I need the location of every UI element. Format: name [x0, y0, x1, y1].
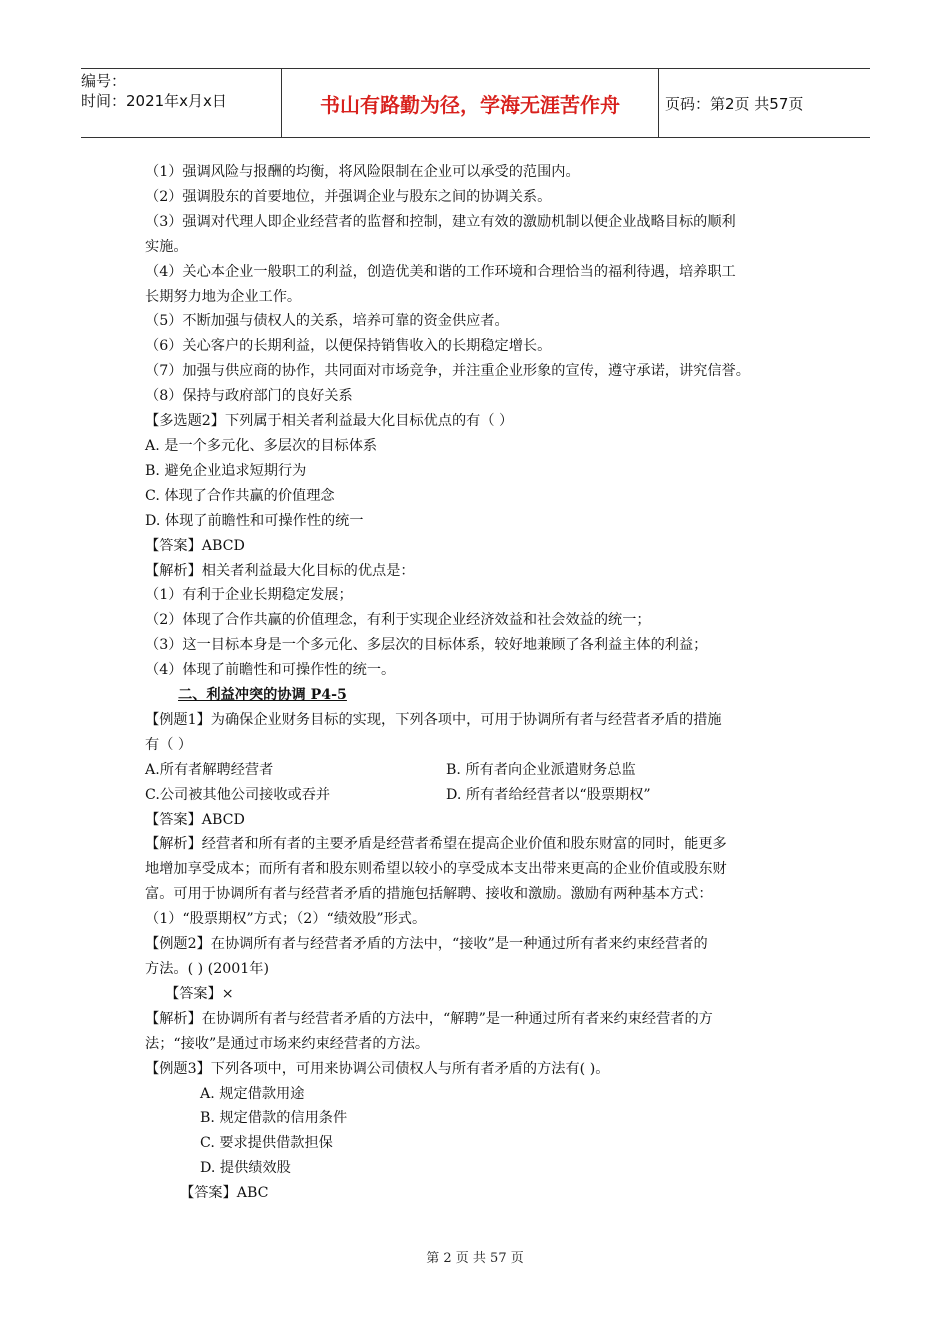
option-line: B. 避免企业追求短期行为	[145, 462, 307, 479]
analysis-line: 【解析】相关者利益最大化目标的优点是：	[145, 562, 415, 579]
text-line: 富。可用于协调所有者与经营者矛盾的措施包括解聘、接收和激励。激励有两种基本方式：	[145, 886, 713, 903]
text-line: 长期努力地为企业工作。	[145, 288, 302, 305]
text-line: 地增加享受成本；而所有者和股东则希望以较小的享受成本支出带来更高的企业价值或股东财	[145, 861, 727, 878]
option-line: A. 规定借款用途	[200, 1085, 305, 1102]
answer-line: 【答案】ABCD	[145, 811, 245, 828]
text-line: 方法。( ) (2001年)	[145, 961, 270, 977]
text-line: （3）强调对代理人即企业经营者的监督和控制，建立有效的激励机制以便企业战略目标的顺利	[145, 213, 736, 230]
header-page-info: 页码：第2页 共57页	[665, 94, 804, 113]
answer-line: 【答案】ABC	[180, 1185, 269, 1202]
document-time-label: 时间：2021年x月x日	[81, 92, 227, 110]
text-line: （5）不断加强与债权人的关系，培养可靠的资金供应者。	[145, 313, 509, 330]
document-body	[145, 160, 815, 1206]
option-line: D. 提供绩效股	[200, 1160, 291, 1177]
header-left-cell	[81, 69, 281, 137]
question-heading: 【多选题2】下列属于相关者利益最大化目标优点的有（ ）	[145, 413, 514, 430]
text-line: （2）体现了合作共赢的价值理念，有利于实现企业经济效益和社会效益的统一；	[145, 612, 651, 629]
option-row	[145, 783, 815, 808]
analysis-line: 【解析】经营者和所有者的主要矛盾是经营者希望在提高企业价值和股东财富的同时，能更多	[145, 836, 727, 853]
option-line: A. 是一个多元化、多层次的目标体系	[145, 437, 378, 454]
option-line: A.所有者解聘经营者	[145, 761, 274, 778]
text-line: （6）关心客户的长期利益，以便保持销售收入的长期稳定增长。	[145, 338, 552, 355]
page-header	[81, 68, 870, 138]
answer-line: 【答案】ABCD	[145, 537, 245, 554]
option-line: C. 体现了合作共赢的价值理念	[145, 487, 335, 504]
answer-line: 【答案】×	[165, 985, 234, 1002]
question-heading: 【例题3】下列各项中，可用来协调公司债权人与所有者矛盾的方法有( )。	[145, 1060, 610, 1077]
text-line: 法；“接收”是通过市场来约束经营者的方法。	[145, 1035, 430, 1052]
option-line: B. 所有者向企业派遣财务总监	[446, 761, 636, 778]
option-line: D. 体现了前瞻性和可操作性的统一	[145, 512, 364, 529]
header-motto: 书山有路勤为径，学海无涯苦作舟	[281, 69, 659, 137]
text-line: （2）强调股东的首要地位，并强调企业与股东之间的协调关系。	[145, 188, 552, 205]
option-line: D. 所有者给经营者以“股票期权”	[446, 786, 651, 803]
text-line: （4）体现了前瞻性和可操作性的统一。	[145, 662, 396, 679]
text-line: （1）有利于企业长期稳定发展；	[145, 587, 353, 604]
question-heading: 【例题2】在协调所有者与经营者矛盾的方法中，“接收”是一种通过所有者来约束经营者的	[145, 936, 708, 953]
page-footer: 第 2 页 共 57 页	[426, 1251, 524, 1266]
section-heading: 二、利益冲突的协调 P4-5	[178, 687, 347, 704]
text-line: 实施。	[145, 238, 188, 255]
text-line: （4）关心本企业一般职工的利益，创造优美和谐的工作环境和合理恰当的福利待遇，培养职工	[145, 263, 736, 280]
text-line: （8）保持与政府部门的良好关系	[145, 388, 353, 405]
text-line: 有（ ）	[145, 736, 193, 753]
option-line: C.公司被其他公司接收或吞并	[145, 786, 331, 803]
document-number-label: 编号：	[81, 72, 127, 90]
text-line: （1）强调风险与报酬的均衡，将风险限制在企业可以承受的范围内。	[145, 164, 580, 180]
question-heading: 【例题1】为确保企业财务目标的实现，下列各项中，可用于协调所有者与经营者矛盾的措施	[145, 711, 722, 728]
option-line: B. 规定借款的信用条件	[200, 1110, 348, 1127]
analysis-line: 【解析】在协调所有者与经营者矛盾的方法中，“解聘”是一种通过所有者来约束经营者的方	[145, 1010, 713, 1027]
text-line: （7）加强与供应商的协作，共同面对市场竞争，并注重企业形象的宣传，遵守承诺，讲究信誉。	[145, 363, 750, 380]
option-row	[145, 758, 815, 783]
option-line: C. 要求提供借款担保	[200, 1135, 333, 1152]
text-line: （1）“股票期权”方式；（2）“绩效股”形式。	[145, 911, 427, 928]
text-line: （3）这一目标本身是一个多元化、多层次的目标体系，较好地兼顾了各利益主体的利益；	[145, 637, 708, 654]
